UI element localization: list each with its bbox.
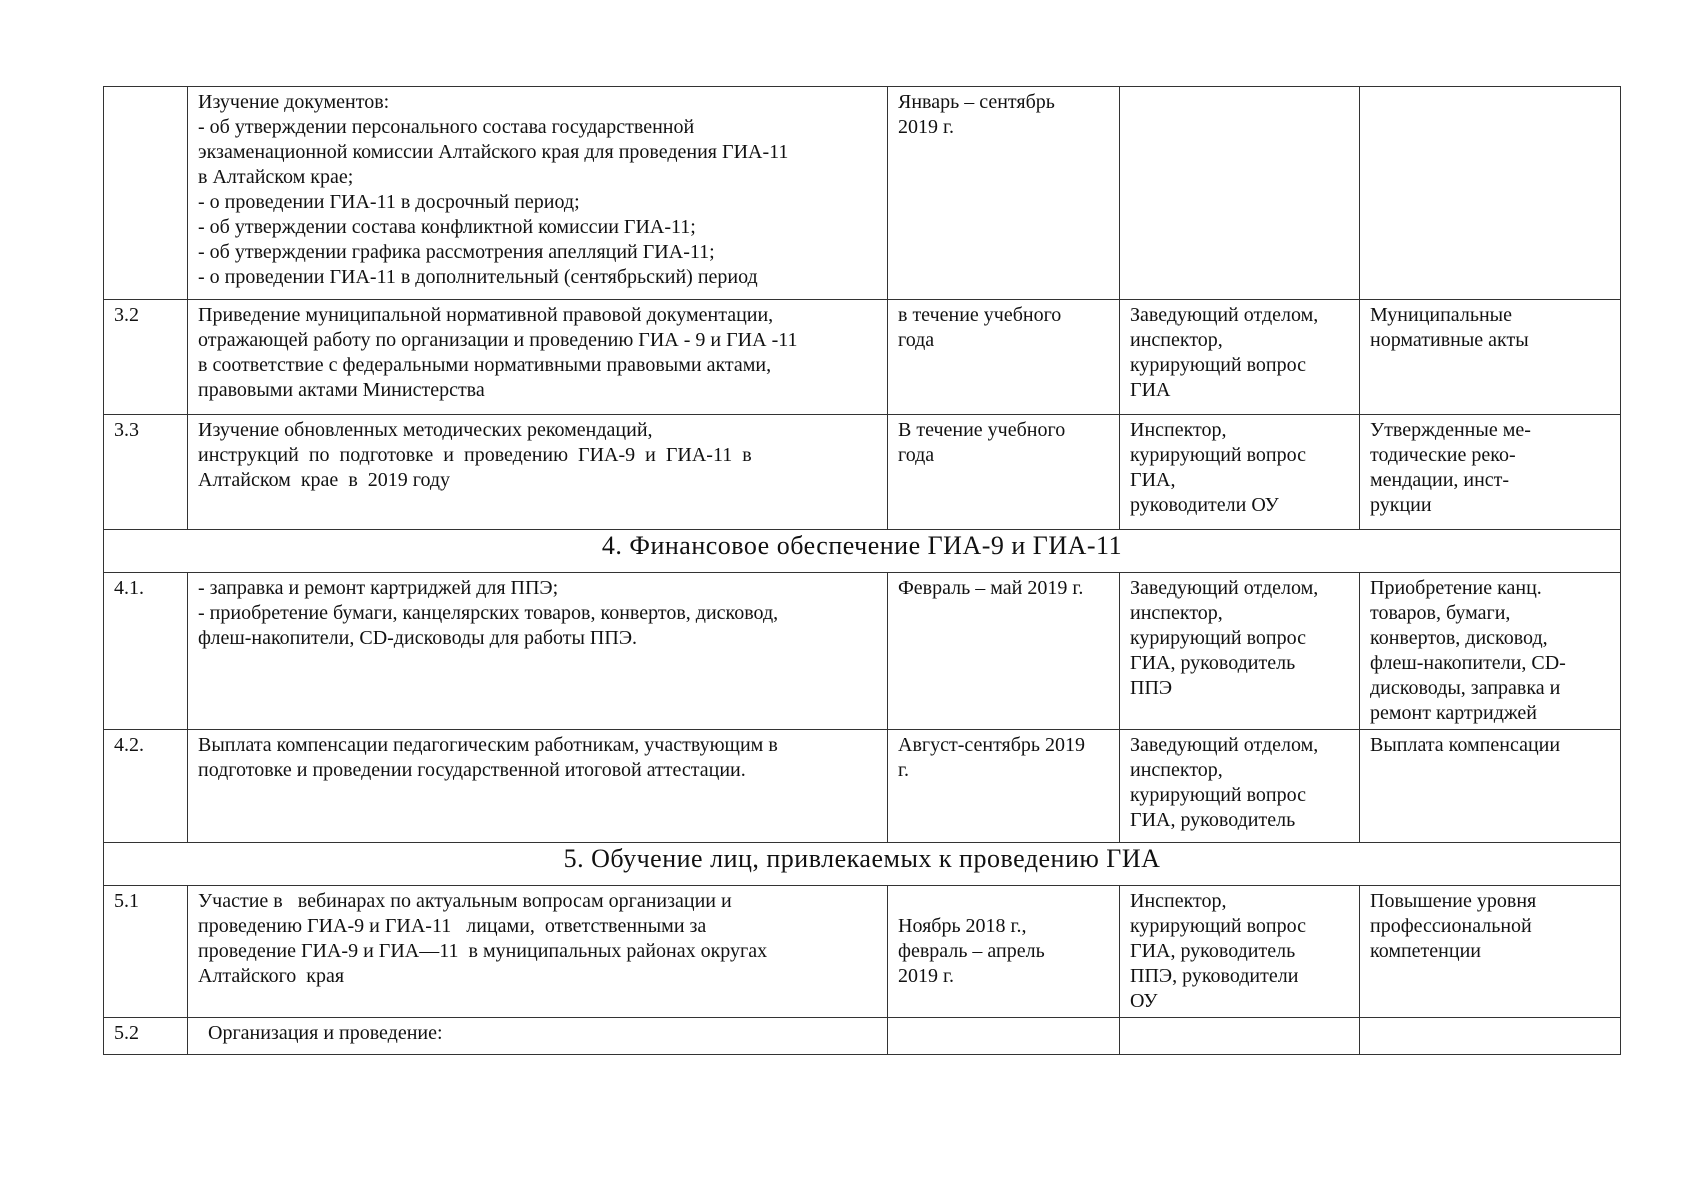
content-cell: [188, 886, 888, 1018]
result-line: профессиональной: [1370, 915, 1532, 937]
responsible-cell: [1120, 87, 1360, 300]
content-line: правовыми актами Министерства: [198, 379, 485, 401]
content-line: Выплата компенсации педагогическим работникам, участвующим в: [198, 734, 778, 756]
result-cell: [1360, 87, 1621, 300]
result-line: Выплата компенсации: [1370, 734, 1561, 756]
table-row: [104, 1018, 1621, 1055]
result-line: конвертов, дисковод,: [1370, 627, 1548, 649]
deadline-line: года: [898, 329, 935, 351]
result-line: рукции: [1370, 494, 1432, 516]
deadline-cell: [888, 1018, 1120, 1055]
row-number-cell: 3.3: [104, 415, 188, 530]
deadline-cell: [888, 415, 1120, 530]
result-line: нормативные акты: [1370, 329, 1529, 351]
responsible-line: Заведующий отделом,: [1130, 304, 1319, 326]
content-line: отражающей работу по организации и проведению ГИА - 9 и ГИА -11: [198, 329, 798, 351]
deadline-cell: [888, 886, 1120, 1018]
plan-table: [103, 86, 1621, 1055]
content-cell: [188, 415, 888, 530]
responsible-line: ППЭ: [1130, 677, 1173, 699]
result-cell: [1360, 730, 1621, 843]
responsible-clip: [1130, 733, 1349, 833]
deadline-cell: [888, 573, 1120, 730]
responsible-line: Заведующий отделом,: [1130, 577, 1319, 599]
content-line: Приведение муниципальной нормативной правовой документации,: [198, 304, 774, 326]
responsible-line: курирующий вопрос: [1130, 354, 1307, 376]
deadline-line: Февраль – май 2019 г.: [898, 577, 1084, 599]
result-line: тодические реко-: [1370, 444, 1516, 466]
responsible-cell: [1120, 1018, 1360, 1055]
result-line: компетенции: [1370, 940, 1481, 962]
responsible-line: ГИА,: [1130, 469, 1176, 491]
result-line: флеш-накопители, CD-: [1370, 652, 1566, 674]
responsible-cell: [1120, 730, 1360, 843]
content-line: инструкций по подготовке и проведению ГИА-9 и ГИА-11 в: [198, 444, 752, 466]
responsible-line: инспектор,: [1130, 329, 1223, 351]
section-heading-training: 5. Обучение лиц, привлекаемых к проведению ГИА: [104, 843, 1621, 886]
row-number-cell: 5.1: [104, 886, 188, 1018]
result-line: Утвержденные ме-: [1370, 419, 1531, 441]
content-cell: [188, 300, 888, 415]
responsible-line: ГИА: [1130, 379, 1171, 401]
responsible-line: Заведующий отделом,: [1130, 734, 1319, 756]
result-line: Повышение уровня: [1370, 890, 1537, 912]
content-line: Алтайского края: [198, 965, 345, 987]
result-cell: [1360, 300, 1621, 415]
content-line: - об утверждении графика рассмотрения апелляций ГИА-11;: [198, 241, 715, 263]
deadline-line: февраль – апрель: [898, 940, 1045, 962]
responsible-line: инспектор,: [1130, 602, 1223, 624]
deadline-line: Август-сентябрь 2019: [898, 734, 1086, 756]
content-line: - об утверждении состава конфликтной комиссии ГИА-11;: [198, 216, 696, 238]
table-row: [104, 87, 1621, 300]
content-cell: [188, 573, 888, 730]
responsible-line: ГИА, руководитель: [1130, 652, 1296, 674]
content-line: подготовке и проведении государственной итоговой аттестации.: [198, 759, 746, 781]
content-line: экзаменационной комиссии Алтайского края для проведения ГИА-11: [198, 141, 789, 163]
result-line: мендации, инст-: [1370, 469, 1510, 491]
responsible-line: курирующий вопрос: [1130, 915, 1307, 937]
table-row: [104, 415, 1621, 530]
responsible-line: Инспектор,: [1130, 419, 1227, 441]
result-line: Муниципальные: [1370, 304, 1512, 326]
content-line: - о проведении ГИА-11 в досрочный период;: [198, 191, 580, 213]
deadline-line: В течение учебного: [898, 419, 1066, 441]
responsible-line: инспектор,: [1130, 759, 1223, 781]
content-line: проведение ГИА-9 и ГИА—11 в муниципальных районах округах: [198, 940, 768, 962]
table-row: [104, 886, 1621, 1018]
row-number-cell: [104, 87, 188, 300]
table-row: [104, 573, 1621, 730]
content-line: флеш-накопители, CD-дисководы для работы ППЭ.: [198, 627, 638, 649]
section-heading-financing: 4. Финансовое обеспечение ГИА-9 и ГИА-11: [104, 530, 1621, 573]
responsible-line: ГИА, руководитель: [1130, 809, 1296, 831]
content-line: Изучение обновленных методических рекомендаций,: [198, 419, 653, 441]
deadline-cell: [888, 730, 1120, 843]
content-line: Участие в вебинарах по актуальным вопросам организации и: [198, 890, 732, 912]
result-cell: [1360, 573, 1621, 730]
content-line: Алтайском крае в 2019 году: [198, 469, 451, 491]
content-line: проведению ГИА-9 и ГИА-11 лицами, ответственными за: [198, 915, 707, 937]
content-cell: [188, 730, 888, 843]
responsible-cell: [1120, 573, 1360, 730]
row-number-cell: 4.1.: [104, 573, 188, 730]
deadline-line: г.: [898, 759, 909, 781]
content-line: - об утверждении персонального состава государственной: [198, 116, 695, 138]
responsible-cell: [1120, 415, 1360, 530]
responsible-line: руководители ОУ: [1130, 494, 1279, 516]
content-cell: [188, 87, 888, 300]
deadline-line: 2019 г.: [898, 116, 954, 138]
result-cell: [1360, 886, 1621, 1018]
responsible-line: Инспектор,: [1130, 890, 1227, 912]
deadline-cell: [888, 300, 1120, 415]
row-number-cell: 4.2.: [104, 730, 188, 843]
content-line: - приобретение бумаги, канцелярских товаров, конвертов, дисковод,: [198, 602, 779, 624]
deadline-line: 2019 г.: [898, 965, 954, 987]
deadline-line: Ноябрь 2018 г.,: [898, 915, 1027, 937]
content-line: в Алтайском крае;: [198, 166, 354, 188]
content-cell: [188, 1018, 888, 1055]
deadline-cell: [888, 87, 1120, 300]
content-line: - заправка и ремонт картриджей для ППЭ;: [198, 577, 559, 599]
responsible-line: курирующий вопрос: [1130, 444, 1307, 466]
content-line: Изучение документов:: [198, 91, 390, 113]
responsible-cell: [1120, 886, 1360, 1018]
responsible-line: курирующий вопрос: [1130, 784, 1307, 806]
deadline-line: года: [898, 444, 935, 466]
table-row: [104, 300, 1621, 415]
result-line: дисководы, заправка и: [1370, 677, 1561, 699]
result-line: товаров, бумаги,: [1370, 602, 1511, 624]
responsible-cell: [1120, 300, 1360, 415]
row-number-cell: 3.2: [104, 300, 188, 415]
deadline-line: в течение учебного: [898, 304, 1062, 326]
responsible-line: курирующий вопрос: [1130, 627, 1307, 649]
result-cell: [1360, 1018, 1621, 1055]
responsible-line: ОУ: [1130, 990, 1158, 1012]
section-row: [104, 843, 1621, 886]
content-line: в соответствие с федеральными нормативными правовыми актами,: [198, 354, 772, 376]
result-cell: [1360, 415, 1621, 530]
deadline-line: Январь – сентябрь: [898, 91, 1055, 113]
content-line: - о проведении ГИА-11 в дополнительный (сентябрьский) период: [198, 266, 758, 288]
row-number-cell: 5.2: [104, 1018, 188, 1055]
result-line: Приобретение канц.: [1370, 577, 1542, 599]
result-line: ремонт картриджей: [1370, 702, 1538, 724]
responsible-line: ППЭ, руководители: [1130, 965, 1299, 987]
responsible-line: ГИА, руководитель: [1130, 940, 1296, 962]
section-row: [104, 530, 1621, 573]
content-line: Организация и проведение:: [208, 1022, 443, 1044]
table-row: [104, 730, 1621, 843]
